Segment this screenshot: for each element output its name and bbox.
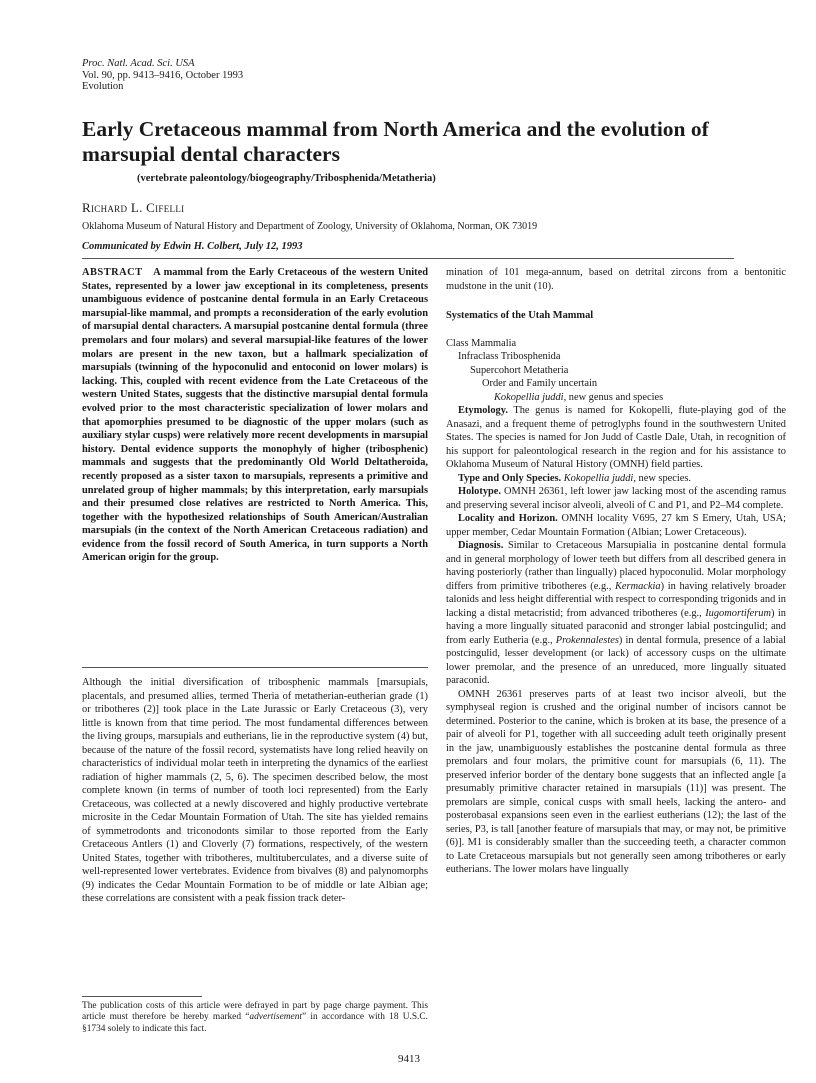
abstract <box>82 266 428 565</box>
type-name: Kokopellia juddi <box>561 472 634 484</box>
section-heading: Systematics of the Utah Mammal <box>446 310 594 321</box>
journal-name: Proc. Natl. Acad. Sci. USA <box>82 58 195 69</box>
diagnosis-genus-2: Iugomortiferum <box>705 607 772 619</box>
taxon-supercohort: Supercohort Metatheria <box>470 364 569 376</box>
taxonomy-list <box>446 337 786 405</box>
locality <box>446 512 786 539</box>
type-species <box>446 472 786 486</box>
keywords: (vertebrate paleontology/biogeography/Tribosphenida/Metatheria) <box>137 173 436 184</box>
footnote-pre: The publication costs of this article were defrayed in part by page charge payment. This article must therefore be hereby marked “ <box>82 1001 428 1023</box>
type-rest: , new species. <box>633 472 692 484</box>
footnote <box>82 1001 428 1035</box>
communicated-by: Communicated by Edwin H. Colbert, July 12, 1993 <box>82 241 303 252</box>
footnote-em: advertisement <box>249 1012 302 1023</box>
footnote-divider <box>82 996 202 997</box>
diagnosis-c: ) in having a more lingually situated paraconid and stronger labial postcingulid; and from early Eutheria (e.g., <box>446 607 786 646</box>
diagnosis-d: ) in dental formula, presence of a labial postcingulid, lesser development (or lack) of accessory cusps on the ultimate lower premolar, and the presence of an unreduced, more lingually situated paraconid. <box>446 634 786 686</box>
header-divider <box>82 258 734 259</box>
paper-title: Early Cretaceous mammal from North America and the evolution of marsupial dental characters <box>82 117 709 166</box>
taxon-class: Class Mammalia <box>446 337 517 349</box>
continued-text: mination of 101 mega-annum, based on detrital zircons from a bentonitic mudstone in the unit (10). <box>446 267 786 292</box>
diagnosis-b: ) in having relatively broader talonids and less height differential with respect to corresponding trigonids and in lacking a distal metacristid; from advanced tribotheres (e.g., <box>446 580 786 619</box>
specimen-description: OMNH 26361 preserves parts of at least two incisor alveoli, but the symphyseal region is crushed and the original number of incisors cannot be determined. Posterior to the canine, which is broken at its base, the presence of a pair of alveoli for P1, together with all succeeding adult teeth originally present in the jaw, unambiguously establishes the postcanine dental formula as three premolars and four molars, the primitive count for marsupials (6, 11). The preserved inferior border of the dentary bone suggests that an inflected angle [a presumably primitive character retained in marsupials (11)] was present. The premolars are simple, conical cusps with small heels, lacking the antero- and posterobasal expansions seen even in the earliest eutherians (12); the last of the series, P3, is tall [another feature of marsupials that may, or may not, be primitive (6)]. M1 is considerably smaller than the succeeding teeth, a character common to Late Cretaceous marsupials but not generally seen among tribotheres or early eutherians. The lower molars have lingually <box>446 688 786 875</box>
diagnosis-genus-1: Kermackia <box>615 580 661 592</box>
etymology-label: Etymology. <box>458 405 508 416</box>
affiliation: Oklahoma Museum of Natural History and Department of Zoology, University of Oklahoma, Norman, OK 73019 <box>82 221 538 232</box>
footnote-post: ” in accordance with 18 U.S.C. §1734 solely to indicate this fact. <box>82 1012 428 1034</box>
volume-line: Vol. 90, pp. 9413–9416, October 1993 <box>82 69 244 81</box>
diagnosis-genus-3: Prokennalestes <box>555 634 619 646</box>
holotype <box>446 485 786 512</box>
right-column <box>446 266 786 877</box>
abstract-label: ABSTRACT <box>82 267 143 278</box>
intro-paragraph: Although the initial diversification of tribosphenic mammals [marsupials, placentals, and presumed allies, termed Theria of metatherian-eutherian grade (1) or tribotheres (2)] took place in the Late Jurassic or Early Cretaceous (3), very little is known from that time period. The most fundamental differences between the living groups, marsupials and eutherians, lie in the reproductive system (4) but, because of the nature of the fossil record, systematists have long relied heavily on characteristics of individual molar teeth in interpreting the dynamics of the earliest radiation of higher mammals (2, 5, 6). The specimen described below, the most complete known (in terms of number of tooth loci represented) from the Early Cretaceous, was collected at a newly discovered and highly productive vertebrate microsite in the Cedar Mountain Formation of Utah. The site has yielded remains of symmetrodonts and triconodonts similar to those reported from the Early Cretaceous Antlers (1) and Cloverly (7) formations, respectively, of the western United States, together with tribotheres, multituberculates, and a diverse suite of well-represented lower vertebrates. Evidence from bivalves (8) and palynomorphs (9) indicates the Cedar Mountain Formation to be of middle or late Albian age; these correlations are consistent with a peak fission track deter- <box>82 677 428 904</box>
species-rest: , new genus and species <box>563 391 664 403</box>
page-number: 9413 <box>398 1053 420 1065</box>
locality-text: OMNH locality V695, 27 km S Emery, Utah, USA; upper member, Cedar Mountain Formation (Albian; Lower Cretaceous). <box>446 513 786 538</box>
abstract-divider <box>82 667 428 668</box>
section-name: Evolution <box>82 81 124 92</box>
holotype-text: OMNH 26361, left lower jaw lacking most of the ascending ramus and preserving several incisor alveoli, alveoli of C and P1, and P2–M4 complete. <box>446 486 786 511</box>
diagnosis <box>446 539 786 688</box>
abstract-text: A mammal from the Early Cretaceous of the western United States, represented by a lower jaw exceptional in its completeness, presents unambiguous evidence of postcanine dental formula in an Early Cretaceous marsupial-like mammal, and prompts a reconsideration of the early evolution of marsupial dental characters. A marsupial postcanine dental formula (three premolars and four molars) and several marsupial-like features of the lower molars are present in the new taxon, but a hallmark specialization of marsupials (twinning of the hypoconulid and entoconid on lower molars) is lacking. This, coupled with recent evidence from the Late Cretaceous of the western United States, suggests that the distinctive marsupial dental formula evolved prior to the most characteristic specialization of lower molars and that apomorphies presumed to be diagnostic of the upper molars (such as auxiliary stylar cusps) were relatively more recent developments in marsupial history. Dental evidence supports the monophyly of higher (tribosphenic) mammals and suggests that the predominantly Old World Deltatheroida, recently proposed as a sister taxon to marsupials, represents a primitive and unrelated group of higher mammals; by this interpretation, early marsupials and their presumed close relatives are restricted to North America. This, together with the hypothesized relationships of South American/Australian marsupials (in the context of the North American Cretaceous radiation) and evidence from the fossil record of South America, in turn supports a North American origin for the group. <box>82 267 428 564</box>
holotype-label: Holotype. <box>458 486 502 497</box>
journal-header <box>82 58 243 93</box>
diagnosis-a: Similar to Cretaceous Marsupialia in postcanine dental formula and in general morphology of lower teeth but differs from all described genera in having posteriorly (rather than lingually) placed hypoconulid. Molar morphology differs from primitive tribotheres (e.g., <box>446 540 786 592</box>
diagnosis-label: Diagnosis. <box>458 540 504 551</box>
taxon-species <box>446 391 786 405</box>
etymology <box>446 404 786 472</box>
locality-label: Locality and Horizon. <box>458 513 558 524</box>
etymology-text: The genus is named for Kokopelli, flute-playing god of the Anasazi, and a frequent theme of petroglyphs found in the southwestern United States. The species is named for Jon Judd of Castle Dale, Utah, in recognition of his support for paleontological research in the region and for his assistance to Oklahoma Museum of Natural History (OMNH) field parties. <box>446 405 786 470</box>
author: Richard L. Cifelli <box>82 200 185 215</box>
taxon-infraclass: Infraclass Tribosphenida <box>458 351 561 362</box>
type-label: Type and Only Species. <box>458 472 562 484</box>
species-name: Kokopellia juddi <box>494 391 564 403</box>
taxon-order: Order and Family uncertain <box>482 378 598 389</box>
